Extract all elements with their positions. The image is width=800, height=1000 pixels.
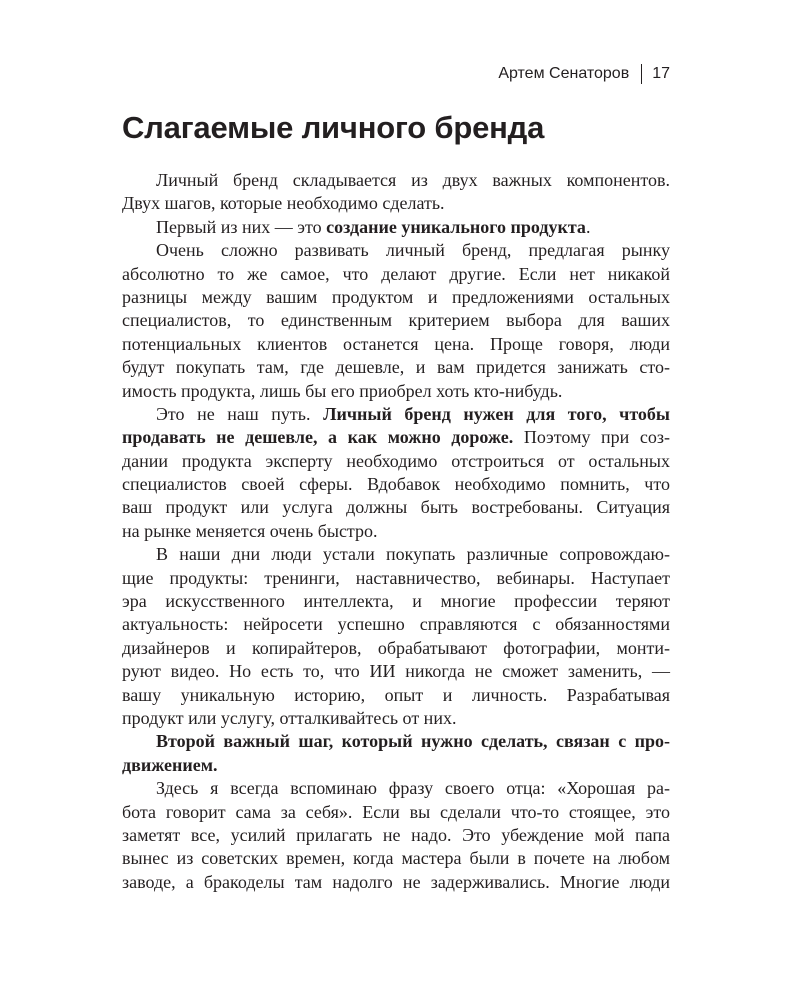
bold-text-segment: продавать не дешевле, а как можно дороже. [122, 427, 514, 448]
text-line [122, 847, 670, 870]
chapter-heading: Слагаемые личного бренда [122, 110, 545, 145]
text-segment: будут покупать там, где дешевле, и вам придется занижать сто- [122, 357, 670, 378]
text-line [122, 403, 670, 426]
text-line [122, 426, 670, 449]
text-segment: разницы между вашим продуктом и предложениями остальных [122, 286, 670, 307]
text-line [122, 637, 670, 660]
text-segment: щие продукты: тренинги, наставничество, вебинары. Наступает [122, 567, 670, 588]
header-separator [641, 64, 642, 84]
text-line [122, 286, 670, 309]
text-segment: Первый из них — это [156, 216, 327, 237]
text-line [122, 520, 670, 543]
running-header [498, 64, 670, 84]
text-line [122, 567, 670, 590]
text-line [122, 590, 670, 613]
text-segment: Это не наш путь. [156, 403, 324, 424]
text-segment: Здесь я всегда вспоминаю фразу своего отца: «Хорошая ра- [156, 778, 670, 799]
text-line [122, 660, 670, 683]
text-segment: дании продукта эксперту необходимо отстроиться от остальных [122, 450, 670, 471]
text-line [122, 801, 670, 824]
text-segment: специалистов, то единственным критерием выбора для ваших [122, 310, 670, 331]
text-segment: дизайнеров и копирайтеров, обрабатывают фотографии, монти- [122, 637, 670, 658]
text-line [122, 473, 670, 496]
bold-text-segment: Личный бренд нужен для того, чтобы [323, 403, 670, 424]
text-line [122, 730, 670, 753]
body-text [122, 169, 670, 894]
bold-text-segment: Второй важный шаг, который нужно сделать, связан с про- [156, 731, 670, 752]
text-line [122, 216, 670, 239]
text-segment: Очень сложно развивать личный бренд, предлагая рынку [156, 240, 670, 261]
bold-text-segment: движением. [122, 754, 218, 775]
text-line [122, 777, 670, 800]
text-segment: В наши дни люди устали покупать различные сопровождаю- [156, 544, 670, 565]
text-segment: вынес из советских времен, когда мастера были в почете на любом [122, 848, 670, 869]
text-segment: заметят все, усилий прилагать не надо. Это убеждение мой папа [122, 824, 670, 845]
author-name: Артем Сенаторов [498, 65, 630, 82]
page-number: 17 [652, 65, 670, 82]
text-segment: Личный бренд складывается из двух важных компонентов. [156, 170, 670, 190]
text-line [122, 263, 670, 286]
text-segment: на рынке меняется очень быстро. [122, 520, 378, 541]
text-line [122, 192, 670, 215]
text-segment: продукт или услугу, отталкивайтесь от них. [122, 707, 457, 728]
text-line [122, 684, 670, 707]
text-segment: вашу уникальную историю, опыт и личность. Разрабатывая [122, 684, 670, 705]
text-line [122, 496, 670, 519]
text-segment: . [585, 216, 591, 237]
text-segment: Двух шагов, которые необходимо сделать. [122, 193, 445, 214]
text-segment: имость продукта, лишь бы его приобрел хоть кто-нибудь. [122, 380, 563, 401]
text-line [122, 707, 670, 730]
bold-text-segment: создание уникального продукта [326, 216, 586, 237]
text-line [122, 169, 670, 192]
text-line [122, 543, 670, 566]
text-line [122, 380, 670, 403]
text-line [122, 356, 670, 379]
text-line [122, 309, 670, 332]
text-segment: руют видео. Но есть то, что ИИ никогда не сможет заменить, — [122, 661, 670, 682]
text-line [122, 613, 670, 636]
text-segment: актуальность: нейросети успешно справляются с обязанностями [122, 614, 670, 635]
text-segment: потенциальных клиентов останется цена. Проще говоря, люди [122, 333, 670, 354]
text-line [122, 871, 670, 894]
text-segment: бота говорит сама за себя». Если вы сделали что-то стоящее, это [122, 801, 670, 822]
text-segment: абсолютно то же самое, что делают другие. Если нет никакой [122, 263, 670, 284]
text-line [122, 239, 670, 262]
text-segment: Поэтому при соз- [513, 427, 670, 448]
text-segment: заводе, а бракоделы там надолго не задерживались. Многие люди [122, 871, 670, 892]
text-line [122, 824, 670, 847]
text-line [122, 754, 670, 777]
text-segment: эра искусственного интеллекта, и многие профессии теряют [122, 591, 670, 612]
text-line [122, 333, 670, 356]
text-segment: специалистов своей сферы. Вдобавок необходимо помнить, что [122, 474, 670, 495]
text-segment: ваш продукт или услуга должны быть востребованы. Ситуация [122, 497, 670, 518]
text-line [122, 450, 670, 473]
